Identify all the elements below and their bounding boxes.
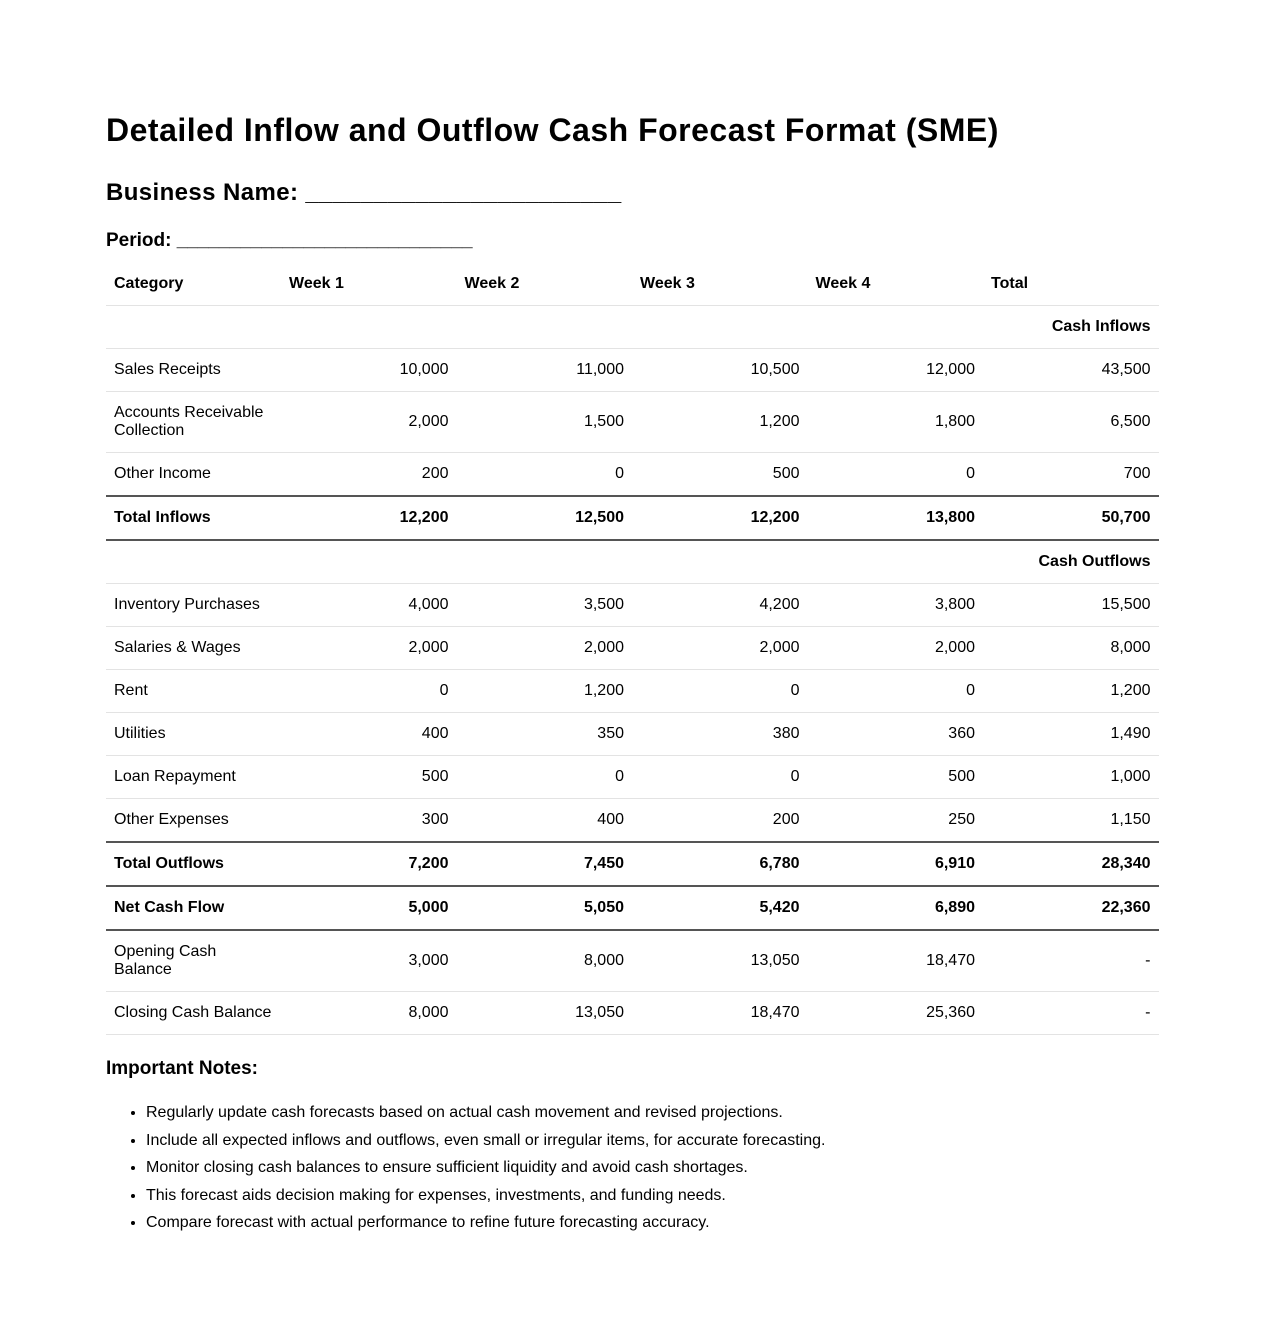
column-header: Week 4	[808, 263, 984, 306]
cell-value: 10,000	[281, 349, 457, 392]
cell-value: 12,200	[632, 496, 808, 540]
cash-forecast-table	[106, 263, 1159, 1035]
cell-value: 0	[457, 756, 633, 799]
column-header: Week 1	[281, 263, 457, 306]
cell-value: 4,200	[632, 584, 808, 627]
section-label: Cash Inflows	[106, 306, 1159, 349]
cell-value: 250	[808, 799, 984, 843]
cell-value: 0	[632, 670, 808, 713]
cell-value: 350	[457, 713, 633, 756]
cell-value: 7,200	[281, 842, 457, 886]
column-header: Category	[106, 263, 281, 306]
cell-value: 500	[808, 756, 984, 799]
list-item: • Include all expected inflows and outflows, even small or irregular items, for accurate forecasting.	[146, 1127, 825, 1155]
cell-value: 11,000	[457, 349, 633, 392]
cell-value: 12,500	[457, 496, 633, 540]
cell-value: 400	[281, 713, 457, 756]
cell-value: 5,420	[632, 886, 808, 930]
cell-value: 700	[983, 453, 1159, 497]
column-header: Week 2	[457, 263, 633, 306]
closing-balance-row	[106, 992, 1159, 1035]
row-label: Sales Receipts	[106, 349, 281, 392]
row-label: Salaries & Wages	[106, 627, 281, 670]
cell-value: 1,800	[808, 392, 984, 453]
cell-value: 43,500	[983, 349, 1159, 392]
list-item: • This forecast aids decision making for expenses, investments, and funding needs.	[146, 1182, 825, 1210]
cell-value: 2,000	[281, 627, 457, 670]
row-label: Other Expenses	[106, 799, 281, 843]
cell-value: 0	[808, 670, 984, 713]
period-field: Period: ____________________________	[106, 230, 473, 251]
cell-value: 18,470	[632, 992, 808, 1035]
column-header: Week 3	[632, 263, 808, 306]
cell-value: 12,000	[808, 349, 984, 392]
cell-value: 1,200	[457, 670, 633, 713]
column-header: Total	[983, 263, 1159, 306]
cell-value: 380	[632, 713, 808, 756]
cell-value: 15,500	[983, 584, 1159, 627]
table-row	[106, 392, 1159, 453]
row-label: Loan Repayment	[106, 756, 281, 799]
cell-value: 2,000	[632, 627, 808, 670]
cell-value: 6,500	[983, 392, 1159, 453]
table-row	[106, 756, 1159, 799]
cell-value: 0	[632, 756, 808, 799]
row-label: Opening Cash Balance	[106, 930, 281, 992]
cell-value: 10,500	[632, 349, 808, 392]
cell-value: 1,150	[983, 799, 1159, 843]
row-label: Closing Cash Balance	[106, 992, 281, 1035]
list-item: • Regularly update cash forecasts based on actual cash movement and revised projections.	[146, 1099, 825, 1127]
cell-value: 50,700	[983, 496, 1159, 540]
cell-value: 300	[281, 799, 457, 843]
row-label: Net Cash Flow	[106, 886, 281, 930]
cell-value: 7,450	[457, 842, 633, 886]
table-row	[106, 584, 1159, 627]
cell-value: 500	[632, 453, 808, 497]
table-row	[106, 713, 1159, 756]
row-label: Total Inflows	[106, 496, 281, 540]
cell-value: 25,360	[808, 992, 984, 1035]
cell-value: 5,050	[457, 886, 633, 930]
cell-value: 0	[457, 453, 633, 497]
total-outflows-row	[106, 842, 1159, 886]
section-label: Cash Outflows	[106, 540, 1159, 584]
cell-value: 200	[281, 453, 457, 497]
cell-value: 13,050	[457, 992, 633, 1035]
cell-value: 18,470	[808, 930, 984, 992]
total-inflows-row	[106, 496, 1159, 540]
net-cash-flow-row	[106, 886, 1159, 930]
cell-value: 28,340	[983, 842, 1159, 886]
list-item: • Compare forecast with actual performance to refine future forecasting accuracy.	[146, 1209, 825, 1237]
cell-value: 8,000	[457, 930, 633, 992]
cell-value: 0	[281, 670, 457, 713]
row-label: Utilities	[106, 713, 281, 756]
table-row	[106, 349, 1159, 392]
cell-value: 200	[632, 799, 808, 843]
cell-value: 400	[457, 799, 633, 843]
table-row	[106, 799, 1159, 843]
cell-value: -	[983, 992, 1159, 1035]
notes-list	[106, 1099, 825, 1237]
row-label: Total Outflows	[106, 842, 281, 886]
table-row	[106, 453, 1159, 497]
cell-value: 22,360	[983, 886, 1159, 930]
cell-value: 500	[281, 756, 457, 799]
cell-value: 3,800	[808, 584, 984, 627]
cell-value: 1,490	[983, 713, 1159, 756]
cell-value: 2,000	[808, 627, 984, 670]
row-label: Inventory Purchases	[106, 584, 281, 627]
cell-value: 2,000	[281, 392, 457, 453]
list-item: • Monitor closing cash balances to ensure sufficient liquidity and avoid cash shortages.	[146, 1154, 825, 1182]
table-row	[106, 627, 1159, 670]
cell-value: 3,000	[281, 930, 457, 992]
cell-value: 13,800	[808, 496, 984, 540]
cell-value: 0	[808, 453, 984, 497]
cell-value: 4,000	[281, 584, 457, 627]
cell-value: -	[983, 930, 1159, 992]
notes-title: Important Notes:	[106, 1058, 258, 1079]
cell-value: 1,000	[983, 756, 1159, 799]
business-name-field: Business Name: _______________________	[106, 179, 622, 206]
opening-balance-row	[106, 930, 1159, 992]
row-label: Accounts Receivable Collection	[106, 392, 281, 453]
cell-value: 5,000	[281, 886, 457, 930]
cell-value: 13,050	[632, 930, 808, 992]
cell-value: 6,890	[808, 886, 984, 930]
cell-value: 1,200	[632, 392, 808, 453]
row-label: Other Income	[106, 453, 281, 497]
row-label: Rent	[106, 670, 281, 713]
section-row-outflows	[106, 540, 1159, 584]
cell-value: 8,000	[983, 627, 1159, 670]
cell-value: 1,500	[457, 392, 633, 453]
cell-value: 2,000	[457, 627, 633, 670]
cell-value: 360	[808, 713, 984, 756]
section-row-inflows	[106, 306, 1159, 349]
cell-value: 12,200	[281, 496, 457, 540]
cell-value: 6,780	[632, 842, 808, 886]
document-title: Detailed Inflow and Outflow Cash Forecast Format (SME)	[106, 112, 999, 148]
table-header-row	[106, 263, 1159, 306]
cell-value: 1,200	[983, 670, 1159, 713]
cell-value: 3,500	[457, 584, 633, 627]
table-row	[106, 670, 1159, 713]
cell-value: 8,000	[281, 992, 457, 1035]
cell-value: 6,910	[808, 842, 984, 886]
